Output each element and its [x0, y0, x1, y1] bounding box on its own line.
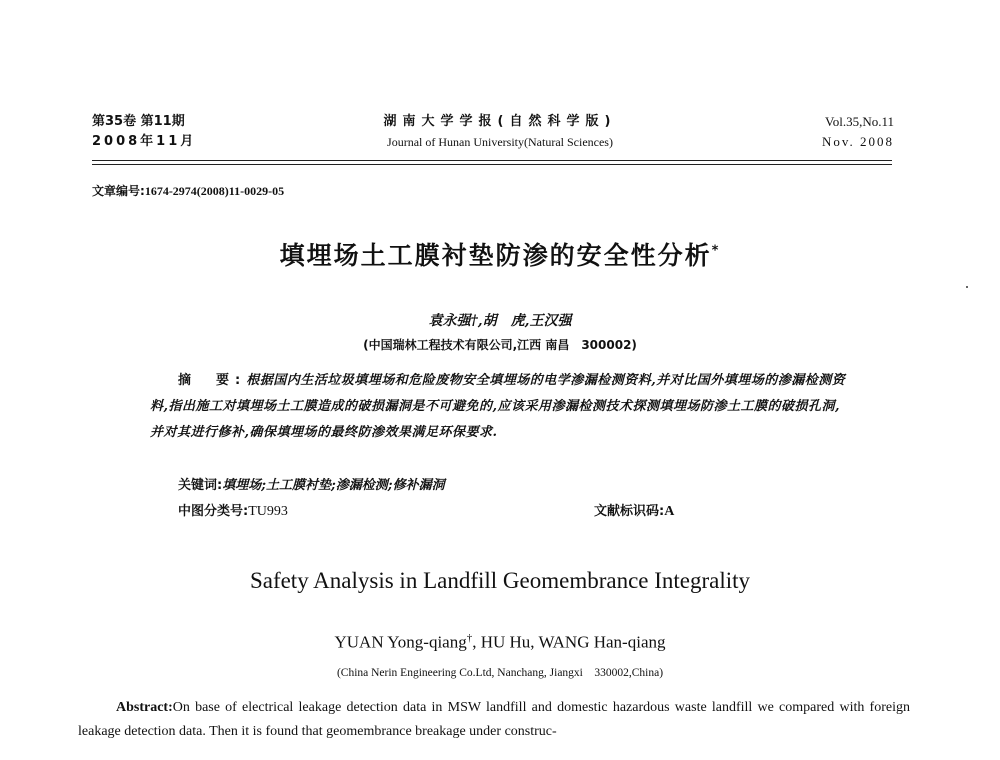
scan-speck: [966, 286, 968, 288]
abstract-cn-label: 摘 要:: [178, 373, 247, 388]
keywords-cn-value: 填埋场;土工膜衬垫;渗漏检测;修补漏洞: [222, 478, 445, 493]
abstract-en-label: Abstract:: [116, 700, 173, 715]
keywords-cn-label: 关键词:: [178, 478, 223, 493]
classification-value: TU993: [248, 504, 288, 519]
abstract-cn-text: 根据国内生活垃圾填埋场和危险废物安全填埋场的电学渗漏检测资料,并对比国外填埋场的渗漏检测资料,指出施工对填埋场土工膜造成的破损漏洞是不可避免的,应该采用渗漏检测技术探测填埋场防渗土工膜的破损孔洞,并对其进行修补,确保填埋场的最终防渗效果满足环保要求.: [150, 373, 846, 440]
volume-issue-cn: 第35卷 第11期: [92, 114, 185, 129]
authors-en: [100, 632, 900, 653]
authors-en-rest: , HU Hu, WANG Han-qiang: [472, 632, 666, 652]
paper-title-en: Safety Analysis in Landfill Geomembrance Integrality: [249, 568, 751, 593]
article-number: [92, 182, 284, 199]
keywords-cn: [178, 474, 445, 493]
header-rule-top: [92, 160, 892, 161]
paper-title-cn: [100, 236, 900, 272]
document-code-label: 文献标识码:: [594, 504, 665, 519]
abstract-en-text: On base of electrical leakage detection data in MSW landfill and domestic hazardous waste landfill we compared with foreign leakage detection data. Then it is found that geomembrance breakage under construc-: [78, 700, 910, 739]
abstract-cn: [150, 368, 850, 446]
journal-volume-issue: [92, 112, 196, 152]
volume-issue-en: Vol.35,No.11: [825, 114, 894, 129]
header-rule-bottom: [92, 164, 892, 165]
date-en: Nov. 2008: [821, 134, 894, 149]
corresponding-author-mark: †: [466, 632, 473, 644]
document-code: [594, 500, 674, 520]
title-footnote-mark: *: [711, 243, 721, 259]
classification-label: 中图分类号:: [178, 504, 249, 519]
authors-en-first: YUAN Yong-qiang: [334, 632, 467, 652]
journal-name: [300, 112, 700, 152]
document-code-value: A: [664, 504, 675, 519]
affiliation-cn: (中国瑞林工程技术有限公司,江西 南昌 300002): [363, 338, 637, 352]
date-cn: 2008年11月: [92, 134, 197, 149]
article-number-label: 文章编号:: [92, 184, 145, 198]
affiliation-en: (China Nerin Engineering Co.Ltd, Nanchang, Jiangxi 330002,China): [336, 667, 664, 679]
journal-name-en: Journal of Hunan University(Natural Sciences): [387, 135, 613, 149]
authors-cn: 袁永强†,胡 虎,王汉强: [428, 313, 572, 329]
article-number-value: 1674-2974(2008)11-0029-05: [144, 184, 285, 198]
classification-number: [178, 500, 288, 520]
paper-title-cn-text: 填埋场土工膜衬垫防渗的安全性分析: [279, 241, 712, 270]
journal-volume-en: [822, 112, 894, 152]
journal-name-cn: 湖南大学学报(自然科学版): [383, 114, 617, 129]
abstract-en: [78, 696, 910, 744]
